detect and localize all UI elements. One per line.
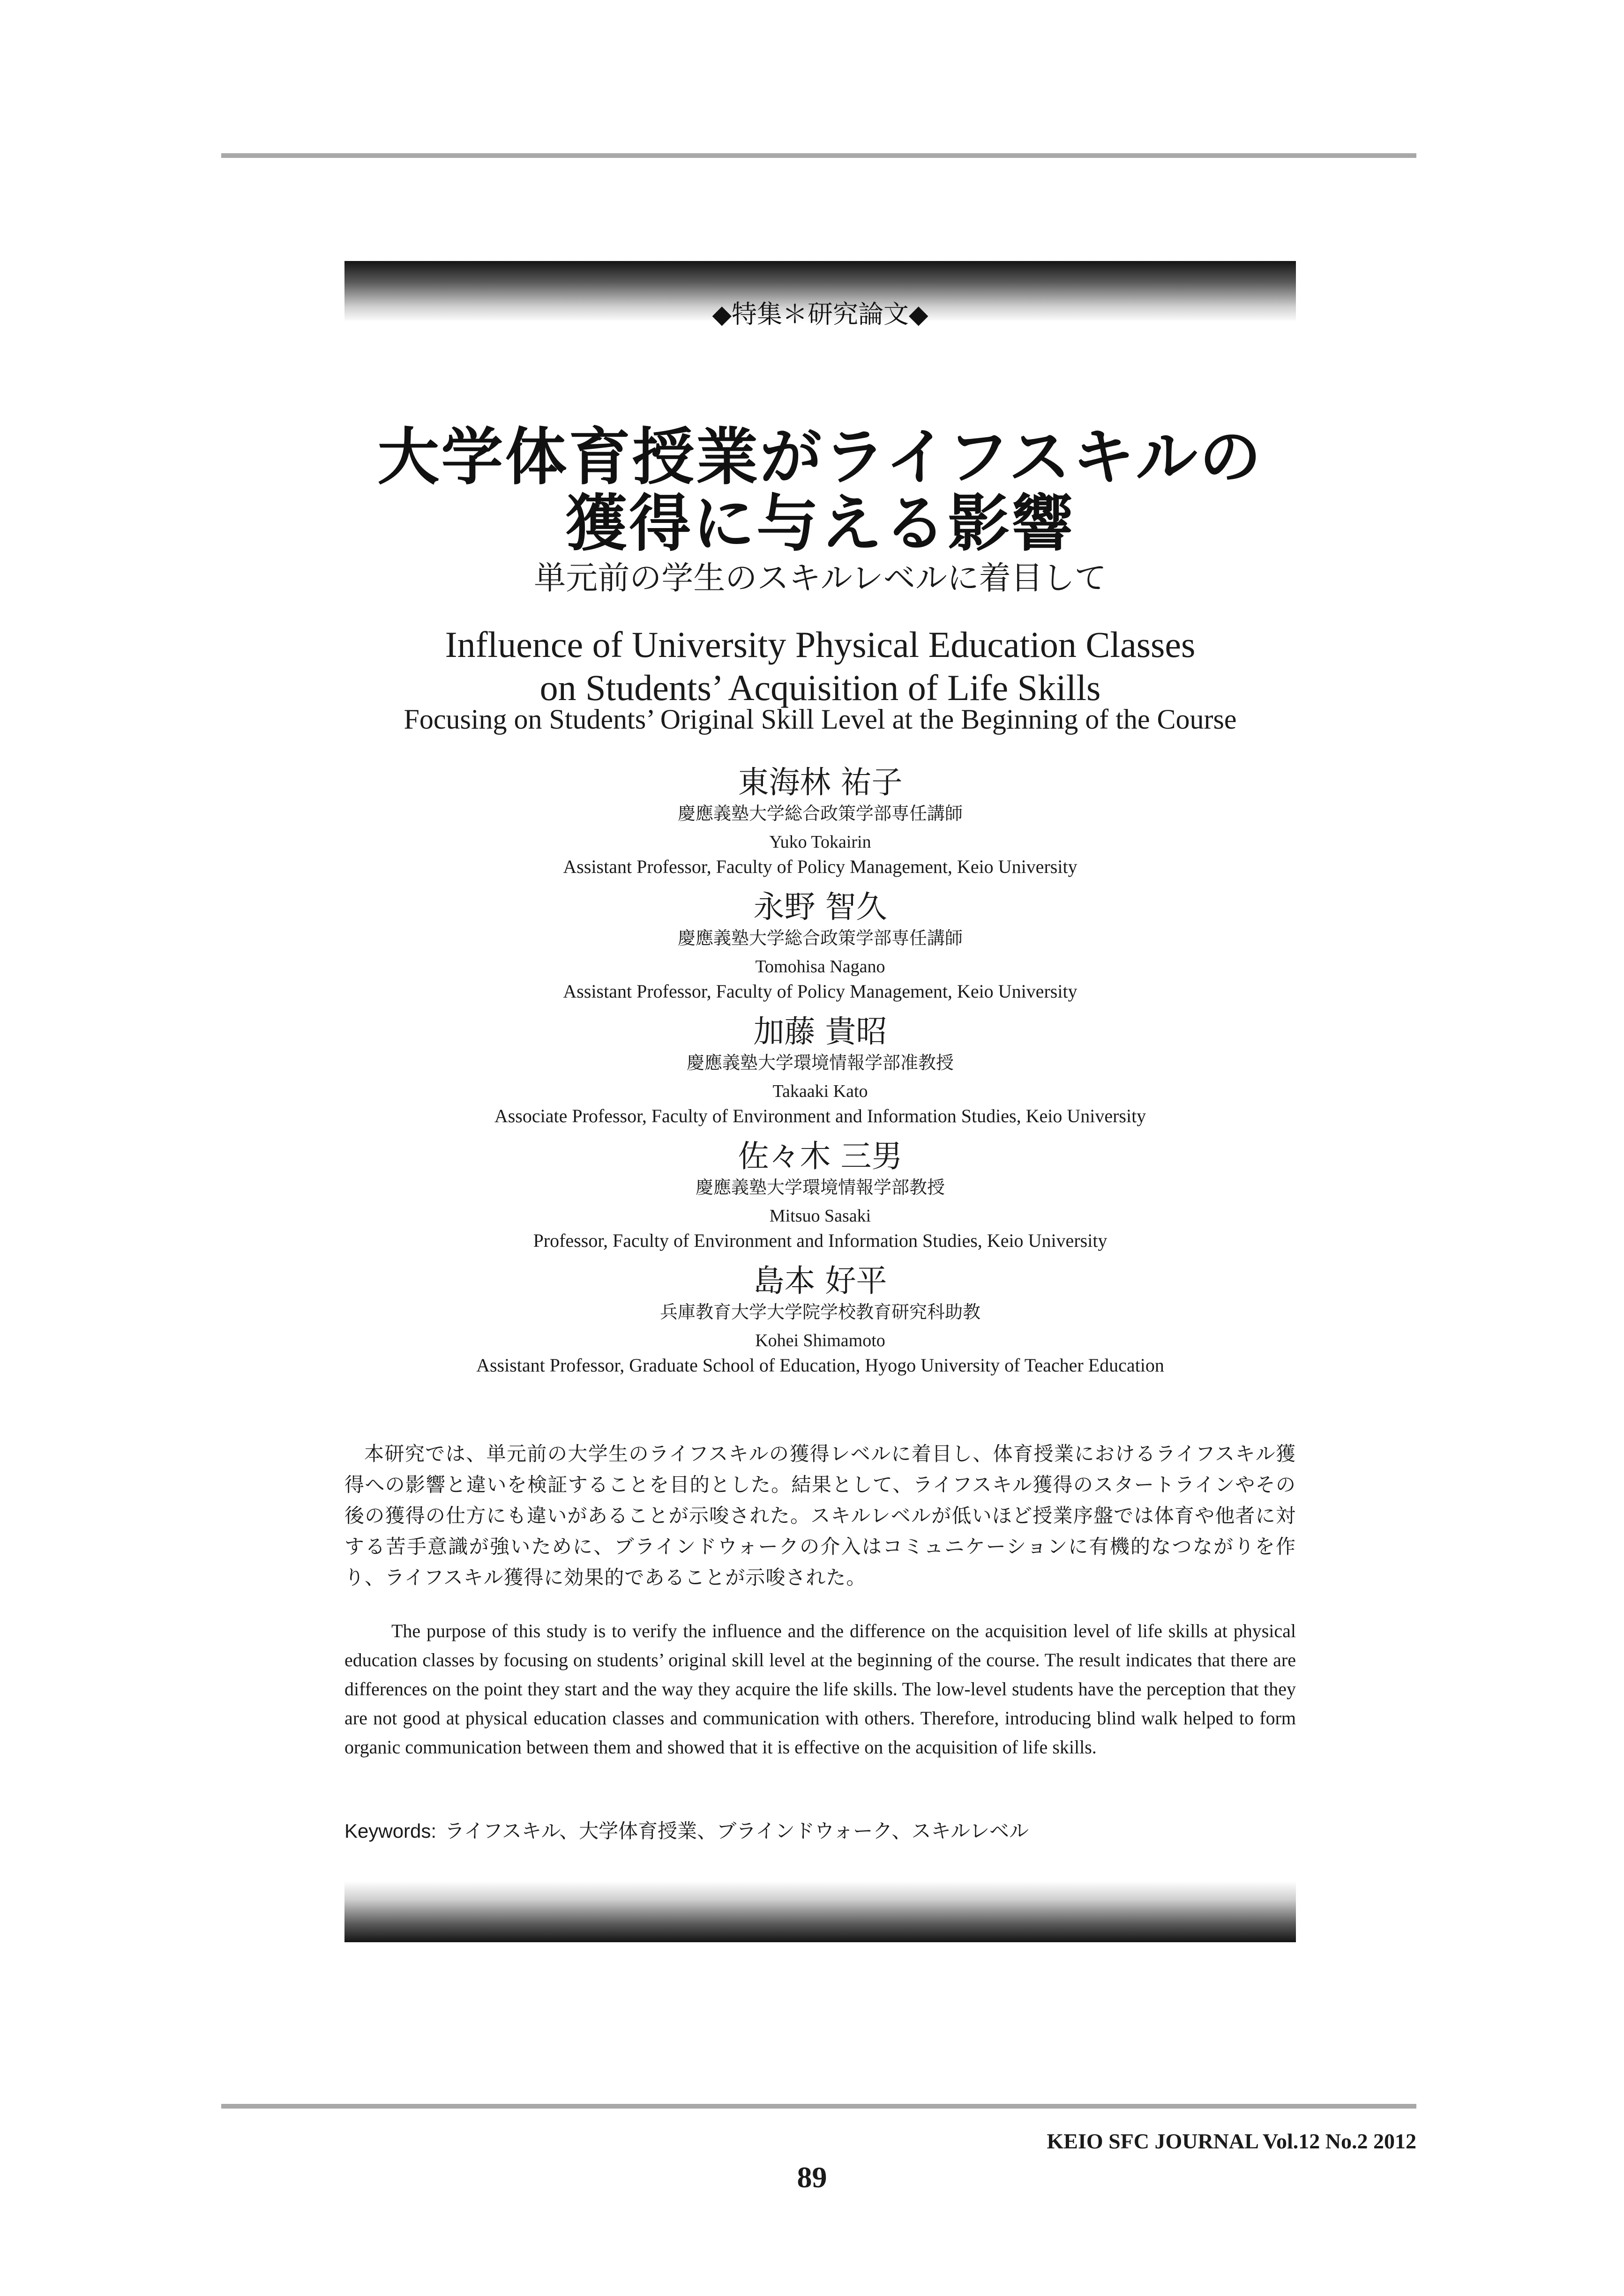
author-affiliation-en: Assistant Professor, Faculty of Policy Management, Keio University [563,856,1078,877]
author-name-en: Mitsuo Sasaki [769,1206,871,1226]
english-title-line-2: on Students’ Acquisition of Life Skills [539,667,1101,708]
section-label: ◆特集＊研究論文◆ [712,299,928,329]
english-subtitle: Focusing on Students’ Original Skill Level at the Beginning of the Course [404,704,1237,735]
author-block [281,764,1359,888]
author-name-ja: 加藤 貴昭 [753,1014,887,1050]
japanese-title-line-2: 獲得に与える影響 [565,488,1075,560]
author-name-en: Tomohisa Nagano [755,957,885,977]
top-rule [221,153,1416,158]
journal-citation: KEIO SFC JOURNAL Vol.12 No.2 2012 [1047,2129,1416,2153]
author-affiliation-ja: 慶應義塾大学総合政策学部専任講師 [677,803,963,824]
author-affiliation-ja: 慶應義塾大学総合政策学部専任講師 [677,928,963,948]
author-affiliation-en: Associate Professor, Faculty of Environment and Information Studies, Keio University [494,1105,1146,1126]
bottom-rule [221,2104,1416,2109]
author-name-en: Kohei Shimamoto [755,1331,885,1350]
author-affiliation-ja: 慶應義塾大学環境情報学部准教授 [686,1052,954,1073]
author-list [281,764,1359,1387]
author-name-ja: 永野 智久 [753,889,887,925]
author-affiliation-en: Assistant Professor, Faculty of Policy Management, Keio University [563,981,1078,1002]
author-block [281,1138,1359,1262]
author-affiliation-en: Assistant Professor, Graduate School of Education, Hyogo University of Teacher Education [476,1355,1164,1376]
author-name-ja: 島本 好平 [753,1263,887,1299]
author-name-en: Yuko Tokairin [769,832,871,852]
author-block [281,1262,1359,1387]
abstract-english: The purpose of this study is to verify the influence and the difference on the acquisition level of life skills at physical education classes by focusing on students’ original skill level at the beginning of the course. The result indicates that there are differences on the point they start and the way they acquire the life skills. The low-level students have the perception that they are not good at physical education classes and communication with others. Therefore, introducing blind walk helped to form organic communication between them and showed that it is effective on the acquisition of life skills. [344,1620,1296,1758]
author-affiliation-en: Professor, Faculty of Environment and Information Studies, Keio University [533,1230,1108,1251]
japanese-title-line-1: 大学体育授業がライフスキルの [377,421,1263,493]
footer-band [344,1881,1296,1942]
keywords [344,1816,1296,1844]
author-name-ja: 佐々木 三男 [738,1138,903,1174]
author-name-ja: 東海林 祐子 [738,764,903,800]
page-number: 89 [797,2161,827,2194]
author-affiliation-ja: 慶應義塾大学環境情報学部教授 [695,1177,945,1198]
keywords-label: Keywords: [344,1820,437,1842]
japanese-title [281,421,1359,560]
keywords-text: ライフスキル、大学体育授業、ブラインドウォーク、スキルレベル [445,1819,1029,1842]
author-block [281,888,1359,1013]
abstract-japanese: 本研究では、単元前の大学生のライフスキルの獲得レベルに着目し、体育授業におけるライフスキル獲得への影響と違いを検証することを目的とした。結果として、ライフスキル獲得のスタートラインやその後の獲得の仕方にも違いがあることが示唆された。スキルレベルが低いほど授業序盤では体育や他者に対する苦手意識が強いために、ブラインドウォークの介入はコミュニケーションに有機的なつながりを作り、ライフスキル獲得に効果的であることが示唆された。 [344,1442,1296,1589]
author-block [281,1013,1359,1138]
author-affiliation-ja: 兵庫教育大学大学院学校教育研究科助教 [659,1302,980,1322]
japanese-subtitle: 単元前の学生のスキルレベルに着目して [534,560,1107,597]
english-title [281,623,1359,709]
english-title-line-1: Influence of University Physical Education Classes [445,624,1196,665]
author-name-en: Takaaki Kato [772,1081,868,1101]
